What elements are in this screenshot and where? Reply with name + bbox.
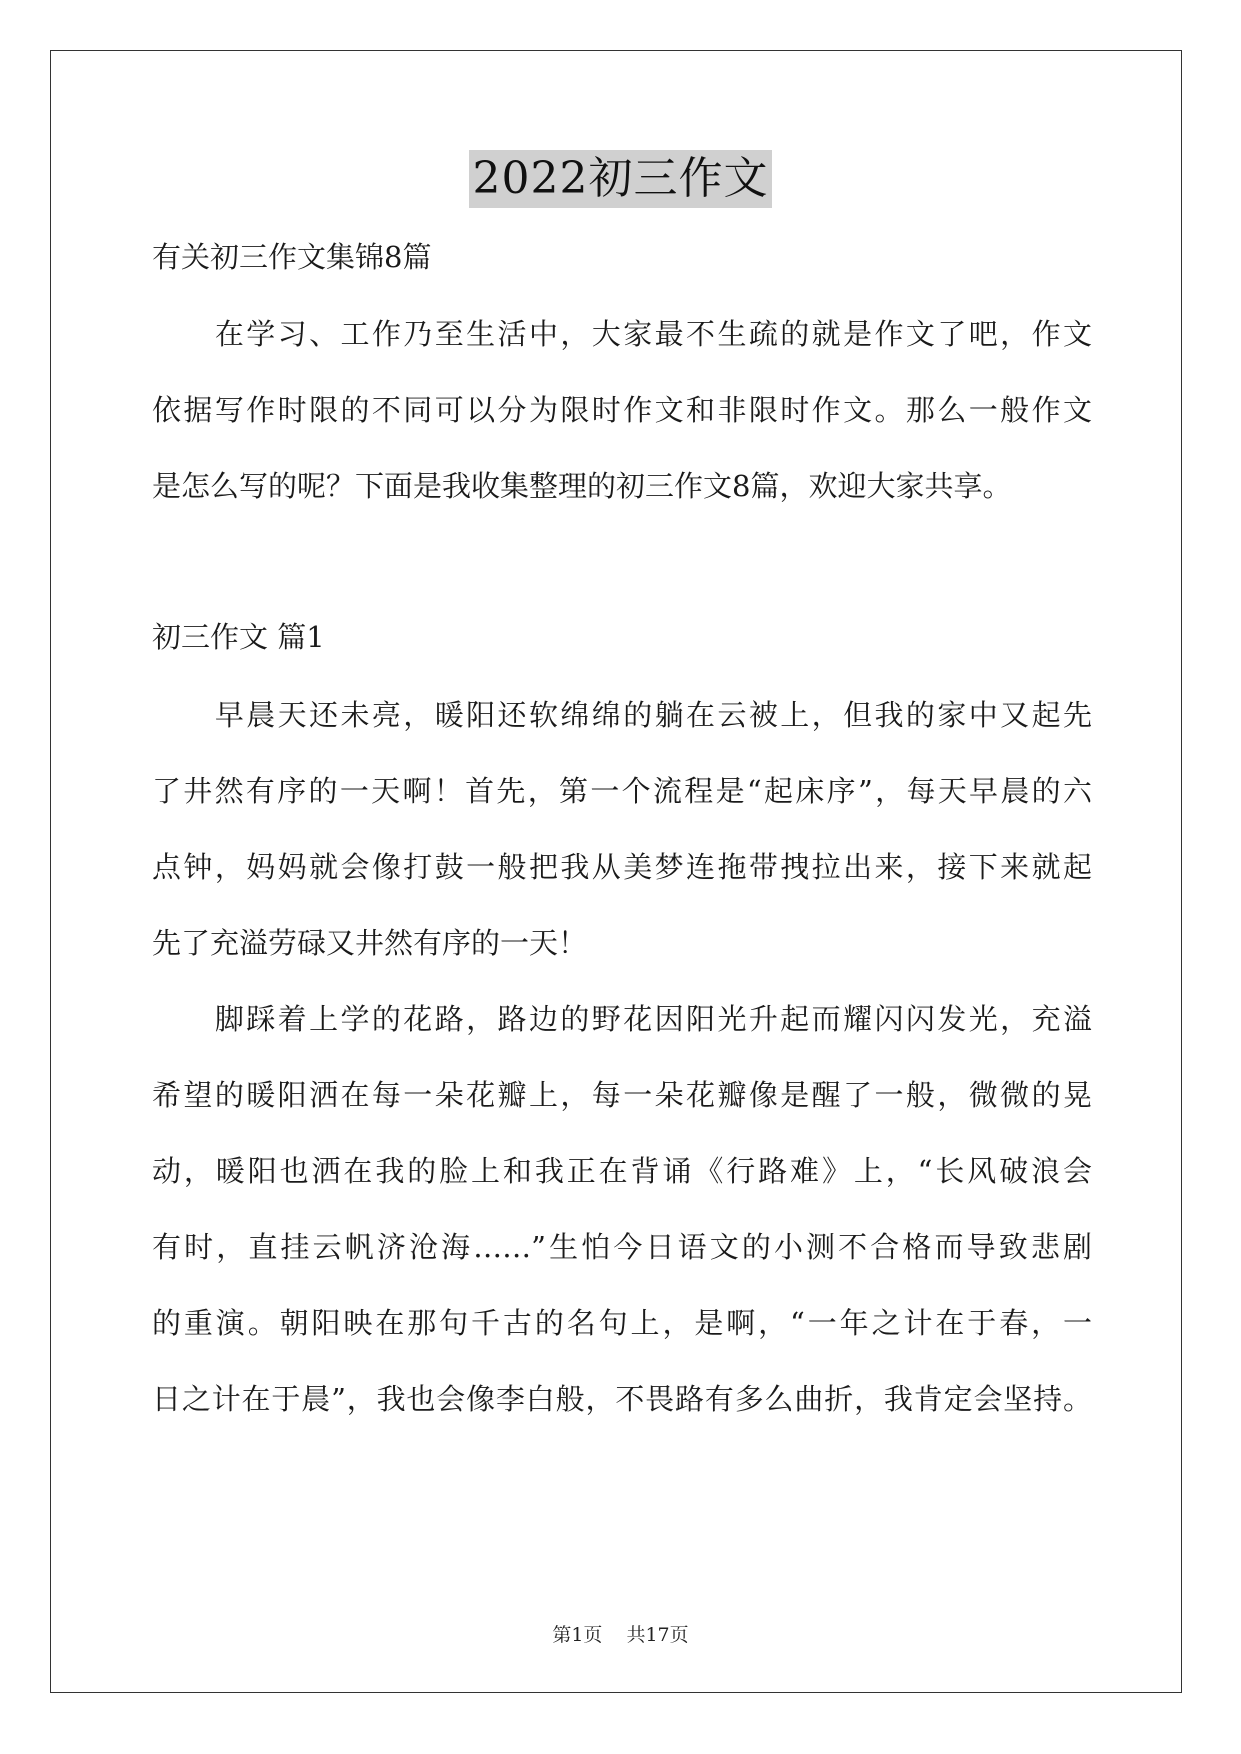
paragraph-line: 了井然有序的一天啊！首先，第一个流程是“起床序”，每天早晨的六 — [152, 774, 1092, 808]
paragraph-line: 点钟，妈妈就会像打鼓一般把我从美梦连拖带拽拉出来，接下来就起 — [152, 850, 1092, 884]
page-number: 第1页 — [552, 1624, 603, 1646]
page-total: 共17页 — [626, 1624, 689, 1646]
section-heading: 初三作文 篇1 — [152, 620, 325, 654]
paragraph-line: 日之计在于晨”，我也会像李白般，不畏路有多么曲折，我肯定会坚持。 — [152, 1382, 1092, 1416]
paragraph-line: 的重演。朝阳映在那句千古的名句上，是啊，“一年之计在于春，一 — [152, 1306, 1092, 1340]
intro-line: 是怎么写的呢？下面是我收集整理的初三作文8篇，欢迎大家共享。 — [152, 469, 1012, 503]
paragraph-line: 脚踩着上学的花路，路边的野花因阳光升起而耀闪闪发光，充溢 — [152, 1002, 1092, 1036]
paragraph-line: 希望的暖阳洒在每一朵花瓣上，每一朵花瓣像是醒了一般，微微的晃 — [152, 1078, 1092, 1112]
page-footer — [0, 1620, 1241, 1647]
paragraph-2 — [152, 1000, 1092, 1456]
paragraph-line: 先了充溢劳碌又井然有序的一天！ — [152, 926, 588, 960]
intro-line: 依据写作时限的不同可以分为限时作文和非限时作文。那么一般作文 — [152, 393, 1092, 427]
paragraph-1 — [152, 696, 1092, 1000]
title-container — [0, 150, 1241, 208]
paragraph-line: 早晨天还未亮，暖阳还软绵绵的躺在云被上，但我的家中又起先 — [152, 698, 1092, 732]
intro-line: 在学习、工作乃至生活中，大家最不生疏的就是作文了吧，作文 — [152, 317, 1092, 351]
paragraph-line: 有时，直挂云帆济沧海……”生怕今日语文的小测不合格而导致悲剧 — [152, 1230, 1092, 1264]
intro-paragraph — [152, 315, 1092, 543]
document-title: 2022初三作文 — [469, 150, 773, 208]
paragraph-line: 动，暖阳也洒在我的脸上和我正在背诵《行路难》上，“长风破浪会 — [152, 1154, 1092, 1188]
document-subtitle: 有关初三作文集锦8篇 — [152, 240, 432, 274]
